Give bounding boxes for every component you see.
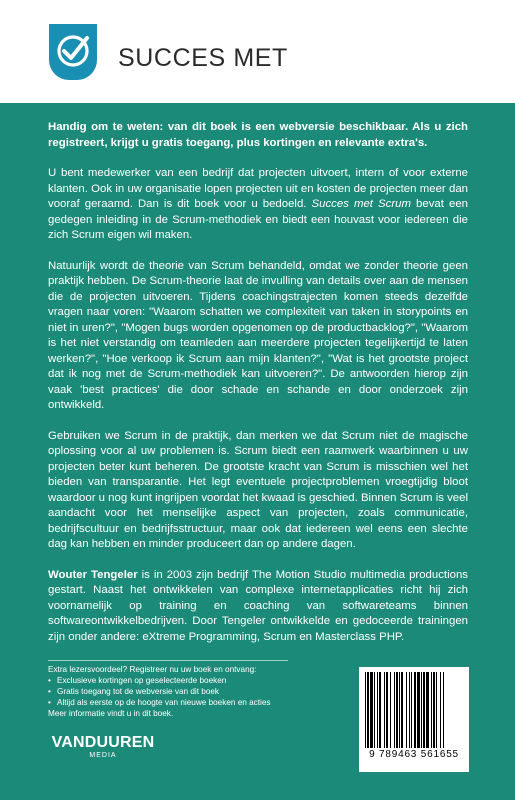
benefit-item: • Altijd als eerste op de hoogte van nieuwe boeken en acties	[48, 698, 288, 709]
author-name: Wouter Tengeler	[48, 568, 138, 581]
barcode-bar	[377, 672, 378, 748]
benefits-intro: Extra lezersvoordeel? Registreer nu uw boek en ontvang:	[48, 665, 257, 674]
author-paragraph	[48, 568, 468, 646]
benefits-outro: Meer informatie vindt u in dit boek.	[48, 708, 174, 718]
barcode-bar	[384, 672, 385, 748]
barcode-bar	[370, 672, 373, 748]
barcode-bar	[436, 672, 437, 748]
author-bio: is in 2003 zijn bedrijf The Motion Studio multimedia productions gestart. Naast het ontwikkelen van complexe internetapplicaties richt hij zich voornamelijk op training en coaching van softwareteams binnen softwareontwikkelbedrijven. Door Tengeler ontwikkelde en gedoceerde trainingen zijn onder andere: eXtreme Programming, Scrum en Masterclass PHP.	[48, 568, 468, 643]
barcode-bar	[417, 672, 420, 748]
publisher-logo	[48, 734, 158, 759]
checkmark-circle-icon	[53, 30, 93, 70]
barcode-bar	[421, 672, 422, 748]
lead-paragraph: Handig om te weten: van dit boek is een webversie beschikbaar. Als u zich registreert, krijgt u gratis toegang, plus kortingen en relevante extra's.	[48, 121, 468, 149]
barcode-bar	[396, 672, 398, 748]
intro-text-end: bevat een gedegen inleiding in de Scrum-methodiek en biedt een houvast voor iedereen die zich Scrum eigen wil maken.	[48, 198, 468, 241]
isbn-barcode	[359, 667, 469, 772]
barcode-bar	[379, 672, 381, 748]
barcode-bar	[423, 672, 425, 748]
header-bar	[0, 0, 515, 103]
benefits-list	[48, 676, 288, 709]
barcode-bars	[365, 672, 463, 748]
barcode-bar	[411, 672, 412, 748]
barcode-bar	[431, 672, 432, 748]
back-cover-text	[48, 120, 468, 660]
reader-benefits	[48, 660, 288, 720]
barcode-bar	[374, 672, 375, 748]
practice-paragraph: Gebruiken we Scrum in de praktijk, dan merken we dat Scrum niet de magische oplossing voor al uw problemen is. Scrum biedt een raamwerk waarbinnen u uw projecten beter kunt beheren. De grootste kracht van Scrum is misschien wel het bieden van transparantie. Het legt eventuele projectproblemen vroegtijdig bloot waardoor u nog kunt ingrijpen voordat het kwaad is geschied. Binnen Scrum is veel aandacht voor het menselijke aspect van projecten, zoals communicatie, bedrijfscultuur en bedrijfsstructuur, maar ook dat iedereen wel eens een slechte dag kan hebben en minder produceert dan op andere dagen.	[48, 429, 468, 550]
isbn-number: 9 789463 561655	[369, 749, 459, 760]
barcode-bar	[426, 672, 429, 748]
publisher-name: VANDUUREN	[51, 734, 155, 751]
barcode-bar	[390, 672, 391, 748]
barcode-bar	[443, 672, 444, 748]
series-title: SUCCES MET	[118, 44, 288, 72]
series-logo	[49, 24, 97, 80]
barcode-bar	[414, 672, 416, 748]
intro-text-start: U bent medewerker van een bedrijf dat projecten uitvoert, intern of voor externe klanten. Ook in uw organisatie lopen projecten uit en kosten de projecten meer dan vooraf geraamd. Dan is dit boek voor u bedoeld.	[48, 167, 468, 210]
barcode-bar	[367, 672, 369, 748]
barcode-bar	[406, 672, 407, 748]
barcode-bar	[399, 672, 400, 748]
barcode-bar	[386, 672, 388, 748]
barcode-bar	[440, 672, 441, 748]
benefit-item: • Exclusieve kortingen op geselecteerde boeken	[48, 676, 288, 687]
barcode-bar	[394, 672, 395, 748]
barcode-bar	[409, 672, 410, 748]
book-title: Succes met Scrum	[311, 198, 411, 210]
barcode-bar	[401, 672, 403, 748]
barcode-bar	[433, 672, 435, 748]
benefit-item: • Gratis toegang tot de webversie van dit boek	[48, 687, 288, 698]
theory-paragraph: Natuurlijk wordt de theorie van Scrum behandeld, omdat we zonder theorie geen praktijk hebben. De Scrum-theorie laat de invulling van details over aan de mensen die de projecten uitvoeren. Tijdens coachingstrajecten komen steeds dezelfde vragen naar voren: "Waarom schatten we complexiteit van taken in storypoints en niet in uren?", "Mogen bugs worden opgenomen op de productbacklog?", "Waarom is het niet verstandig om teamleden aan meerdere projecten tegelijkertijd te laten werken?", "Hoe verkoop ik Scrum aan mijn klanten?", "Wat is het grootste project dat ik nog met de Scrum-methodiek kan uitvoeren?". De antwoorden hierop zijn vaak 'best practices' die door schade en schande en door onderzoek zijn ontwikkeld.	[48, 259, 468, 411]
publisher-sub: MEDIA	[89, 752, 117, 759]
barcode-bar	[365, 672, 366, 748]
intro-paragraph	[48, 166, 468, 244]
